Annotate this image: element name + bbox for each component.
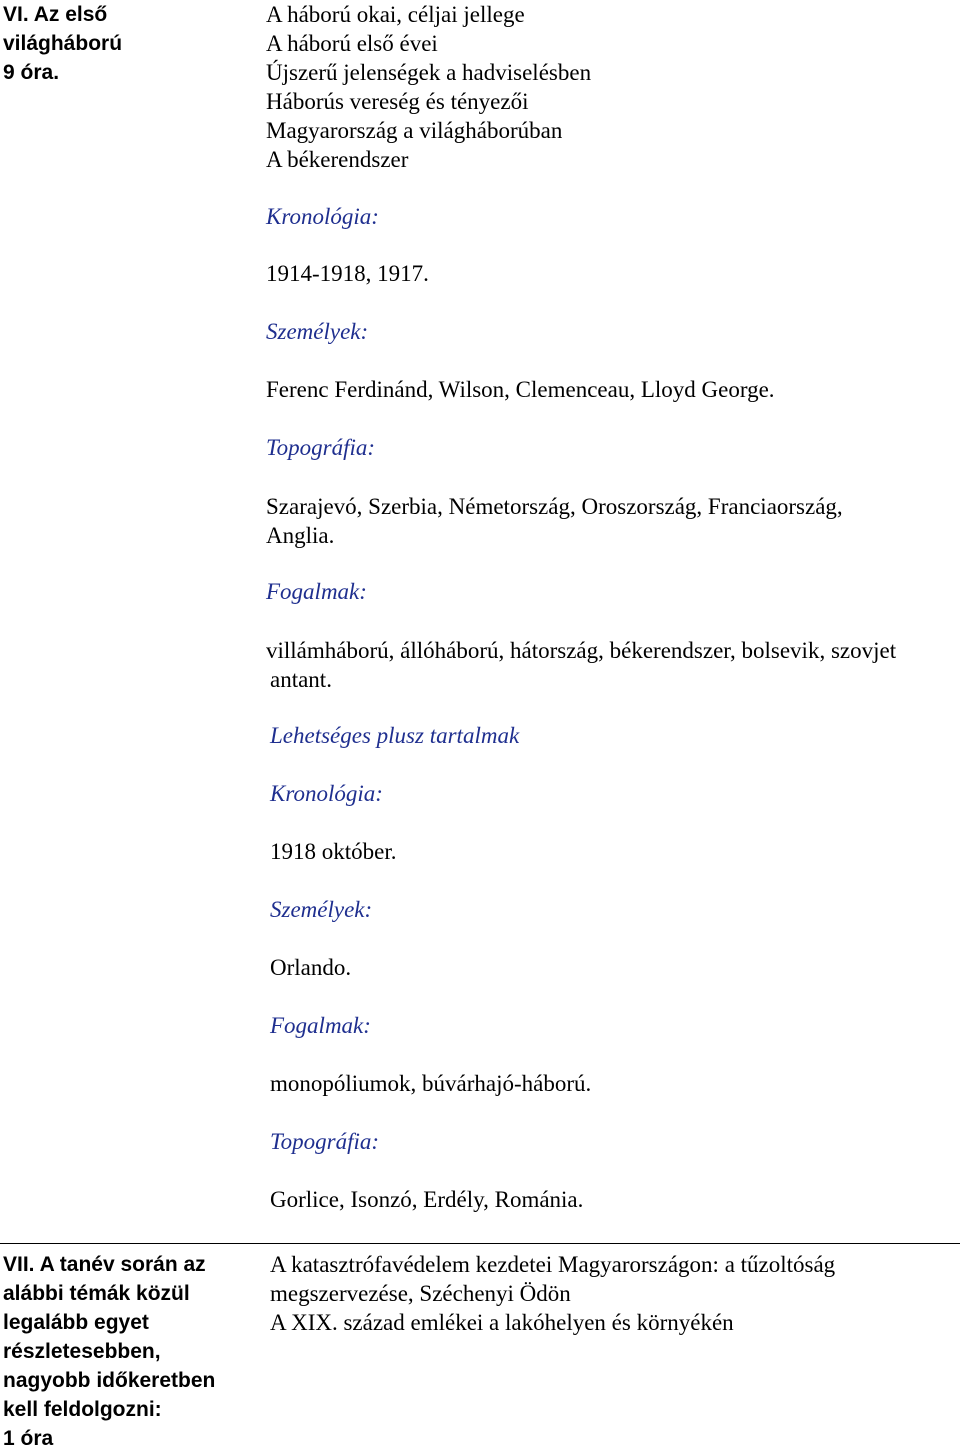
plus-szemelyek-text: Orlando. <box>270 955 352 980</box>
table-row-divider <box>0 1243 960 1244</box>
section-7-title-line: részletesebben, <box>3 1340 161 1363</box>
topic-item: A békerendszer <box>266 147 409 172</box>
topografia-heading: Topográfia: <box>266 435 376 460</box>
section-6-title-line: világháború <box>3 32 123 55</box>
topic-item: Újszerű jelenségek a hadviselésben <box>266 60 592 85</box>
plus-fogalmak-heading: Fogalmak: <box>270 1013 371 1038</box>
topografia-line: Szarajevó, Szerbia, Németország, Oroszország, Franciaország, <box>266 494 843 519</box>
topic-item: A katasztrófavédelem kezdetei Magyarországon: a tűzoltóság <box>270 1252 836 1277</box>
topic-item: A XIX. század emlékei a lakóhelyen és környékén <box>270 1310 734 1335</box>
topic-item: A háború okai, céljai jellege <box>266 2 525 27</box>
fogalmak-text <box>266 636 896 694</box>
plus-kronologia-heading: Kronológia: <box>270 781 383 806</box>
section-6-topic-list <box>266 0 591 174</box>
section-6-hours: 9 óra. <box>3 61 60 84</box>
section-7-title-line: VII. A tanév során az <box>3 1253 206 1276</box>
plus-kronologia-text: 1918 október. <box>270 839 397 864</box>
section-7-hours: 1 óra <box>3 1427 54 1450</box>
topic-item: megszervezése, Széchenyi Ödön <box>270 1281 571 1306</box>
fogalmak-heading: Fogalmak: <box>266 579 367 604</box>
topic-item: Háborús vereség és tényezői <box>266 89 529 114</box>
section-7-title-line: alábbi témák közül <box>3 1282 190 1305</box>
kronologia-text: 1914-1918, 1917. <box>266 261 429 286</box>
section-6-title <box>3 0 248 87</box>
topografia-text <box>266 492 843 550</box>
plus-content-heading: Lehetséges plusz tartalmak <box>270 723 520 748</box>
kronologia-heading: Kronológia: <box>266 204 379 229</box>
section-7-topic-list <box>270 1250 835 1337</box>
szemelyek-heading: Személyek: <box>266 319 369 344</box>
section-6-title-line: VI. Az első <box>3 3 108 26</box>
szemelyek-text: Ferenc Ferdinánd, Wilson, Clemenceau, Lloyd George. <box>266 377 775 402</box>
topografia-line: Anglia. <box>266 523 335 548</box>
plus-topografia-text: Gorlice, Isonzó, Erdély, Románia. <box>270 1187 584 1212</box>
section-7-title <box>3 1250 248 1453</box>
fogalmak-line: antant. <box>270 667 332 692</box>
fogalmak-line: villámháború, állóháború, hátország, békerendszer, bolsevik, szovjet <box>266 638 897 663</box>
topic-item: Magyarország a világháborúban <box>266 118 563 143</box>
plus-topografia-heading: Topográfia: <box>270 1129 380 1154</box>
topic-item: A háború első évei <box>266 31 438 56</box>
plus-szemelyek-heading: Személyek: <box>270 897 373 922</box>
section-7-title-line: kell feldolgozni: <box>3 1398 162 1421</box>
section-7-title-line: nagyobb időkeretben <box>3 1369 216 1392</box>
plus-fogalmak-text: monopóliumok, búvárhajó-háború. <box>270 1071 592 1096</box>
section-7-title-line: legalább egyet <box>3 1311 149 1334</box>
